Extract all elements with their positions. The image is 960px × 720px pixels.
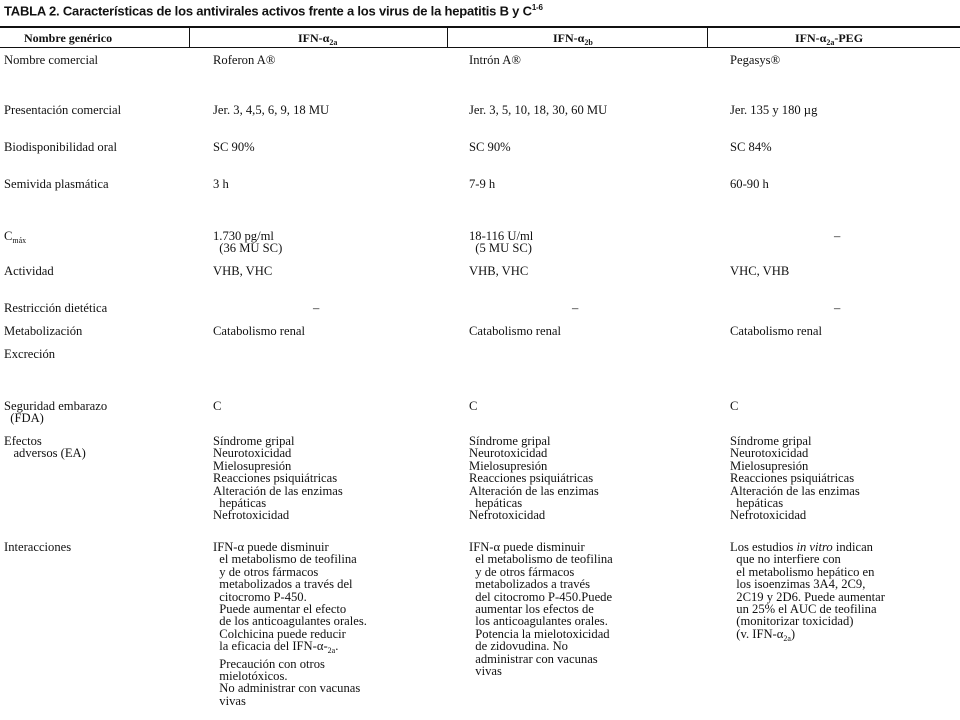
cell-interactions-ifn-2a: IFN-α puede disminuir el metabolismo de teofilina y de otros fármacos metabolizados a través del citocromo P-450. Puede aumentar el efecto de los anticoagulantes orales. Colchicina puede reducir la eficacia del IFN-$\alpha-_{2a}$. Precaución con otros mielotóxicos. No administrar con vacunas vivas [213, 540, 367, 708]
cell-cmax-peg: – [834, 229, 841, 243]
row-label-excretion: Excreción [4, 347, 56, 361]
cell-activity-ifn-2a: VHB, VHC [213, 264, 273, 278]
cell-metabolism-ifn-2a: Catabolismo renal [213, 324, 305, 338]
header-ifn-2b: IFN-$\alpha_{2b}$ [553, 31, 593, 47]
cell-half-life-ifn-2a: 3 h [213, 177, 229, 191]
cell-trade-name-ifn-2b: Intrón A® [469, 53, 521, 67]
header-divider [707, 27, 708, 47]
row-label-metabolism: Metabolización [4, 324, 83, 338]
header-divider [447, 27, 448, 47]
cell-half-life-peg: 60-90 h [730, 177, 769, 191]
cell-activity-ifn-2b: VHB, VHC [469, 264, 529, 278]
header-generic-name: Nombre genérico [24, 31, 113, 45]
header-divider [189, 27, 190, 47]
cell-trade-name-peg: Pegasys® [730, 53, 781, 67]
row-label-interactions: Interacciones [4, 540, 72, 554]
table-title: TABLA 2. Características de los antivirales activos frente a los virus de la hepatitis B y $C^{1-6}$ [4, 3, 543, 19]
cell-pregnancy-safety-ifn-2a: C [213, 399, 222, 413]
cell-presentation-ifn-2a: Jer. 3, 4,5, 6, 9, 18 MU [213, 103, 330, 117]
cell-presentation-ifn-2b: Jer. 3, 5, 10, 18, 30, 60 MU [469, 103, 608, 117]
cell-metabolism-ifn-2b: Catabolismo renal [469, 324, 561, 338]
header-bottom-rule [0, 47, 960, 48]
header-ifn-2a-peg: IFN-$\alpha_{2a}$-PEG [795, 31, 864, 47]
row-label-activity: Actividad [4, 264, 54, 278]
row-label-bioavailability: Biodisponibilidad oral [4, 140, 117, 154]
cell-pregnancy-safety-peg: C [730, 399, 739, 413]
cell-pregnancy-safety-ifn-2b: C [469, 399, 478, 413]
row-label-pregnancy-safety: Seguridad embarazo (FDA) [4, 399, 108, 426]
cell-cmax-ifn-2b: 18-116 U/ml (5 MU SC) [469, 229, 534, 256]
row-label-cmax: $C_{máx}$ [4, 229, 27, 245]
row-label-diet-restriction: Restricción dietética [4, 301, 108, 315]
cell-diet-restriction-peg: – [834, 301, 841, 315]
cell-interactions-peg: Los estudios in vitro indican que no interfiere con el metabolismo hepático en los isoenzimas 3A4, 2C9, 2C19 y 2D6. Puede aumentar un 25% el AUC de teofilina (monitorizar toxicidad) (v. IFN-$\alpha_{2a}$) [730, 540, 885, 643]
header-ifn-2a: IFN-$\alpha_{2a}$ [298, 31, 338, 47]
cell-diet-restriction-ifn-2b: – [572, 301, 579, 315]
cell-presentation-peg: Jer. 135 y 180 µg [730, 103, 818, 117]
cell-adverse-effects-ifn-2b: Síndrome gripal Neurotoxicidad Mielosupresión Reacciones psiquiátricas Alteración de las enzimas hepáticas Nefrotoxicidad [469, 434, 599, 523]
row-label-adverse-effects: Efectos adversos (EA) [4, 434, 86, 461]
cell-adverse-effects-ifn-2a: Síndrome gripal Neurotoxicidad Mielosupresión Reacciones psiquiátricas Alteración de las enzimas hepáticas Nefrotoxicidad [213, 434, 343, 523]
cell-trade-name-ifn-2a: Roferon A® [213, 53, 276, 67]
cell-bioavailability-ifn-2b: SC 90% [469, 140, 511, 154]
cell-interactions-ifn-2b: IFN-α puede disminuir el metabolismo de teofilina y de otros fármacos metabolizados a través del citocromo P-450.Puede aumentar los efectos de los anticoagulantes orales. Potencia la mielotoxicidad de zidovudina. No administrar con vacunas vivas [469, 540, 613, 679]
cell-cmax-ifn-2a: 1.730 pg/ml (36 MU SC) [213, 229, 283, 256]
header-top-rule [0, 26, 960, 28]
cell-adverse-effects-peg: Síndrome gripal Neurotoxicidad Mielosupresión Reacciones psiquiátricas Alteración de las enzimas hepáticas Nefrotoxicidad [730, 434, 860, 523]
row-label-trade-name: Nombre comercial [4, 53, 99, 67]
cell-bioavailability-peg: SC 84% [730, 140, 772, 154]
cell-activity-peg: VHC, VHB [730, 264, 790, 278]
row-label-presentation: Presentación comercial [4, 103, 122, 117]
cell-half-life-ifn-2b: 7-9 h [469, 177, 496, 191]
row-label-half-life: Semivida plasmática [4, 177, 109, 191]
cell-bioavailability-ifn-2a: SC 90% [213, 140, 255, 154]
cell-metabolism-peg: Catabolismo renal [730, 324, 822, 338]
cell-diet-restriction-ifn-2a: – [313, 301, 320, 315]
